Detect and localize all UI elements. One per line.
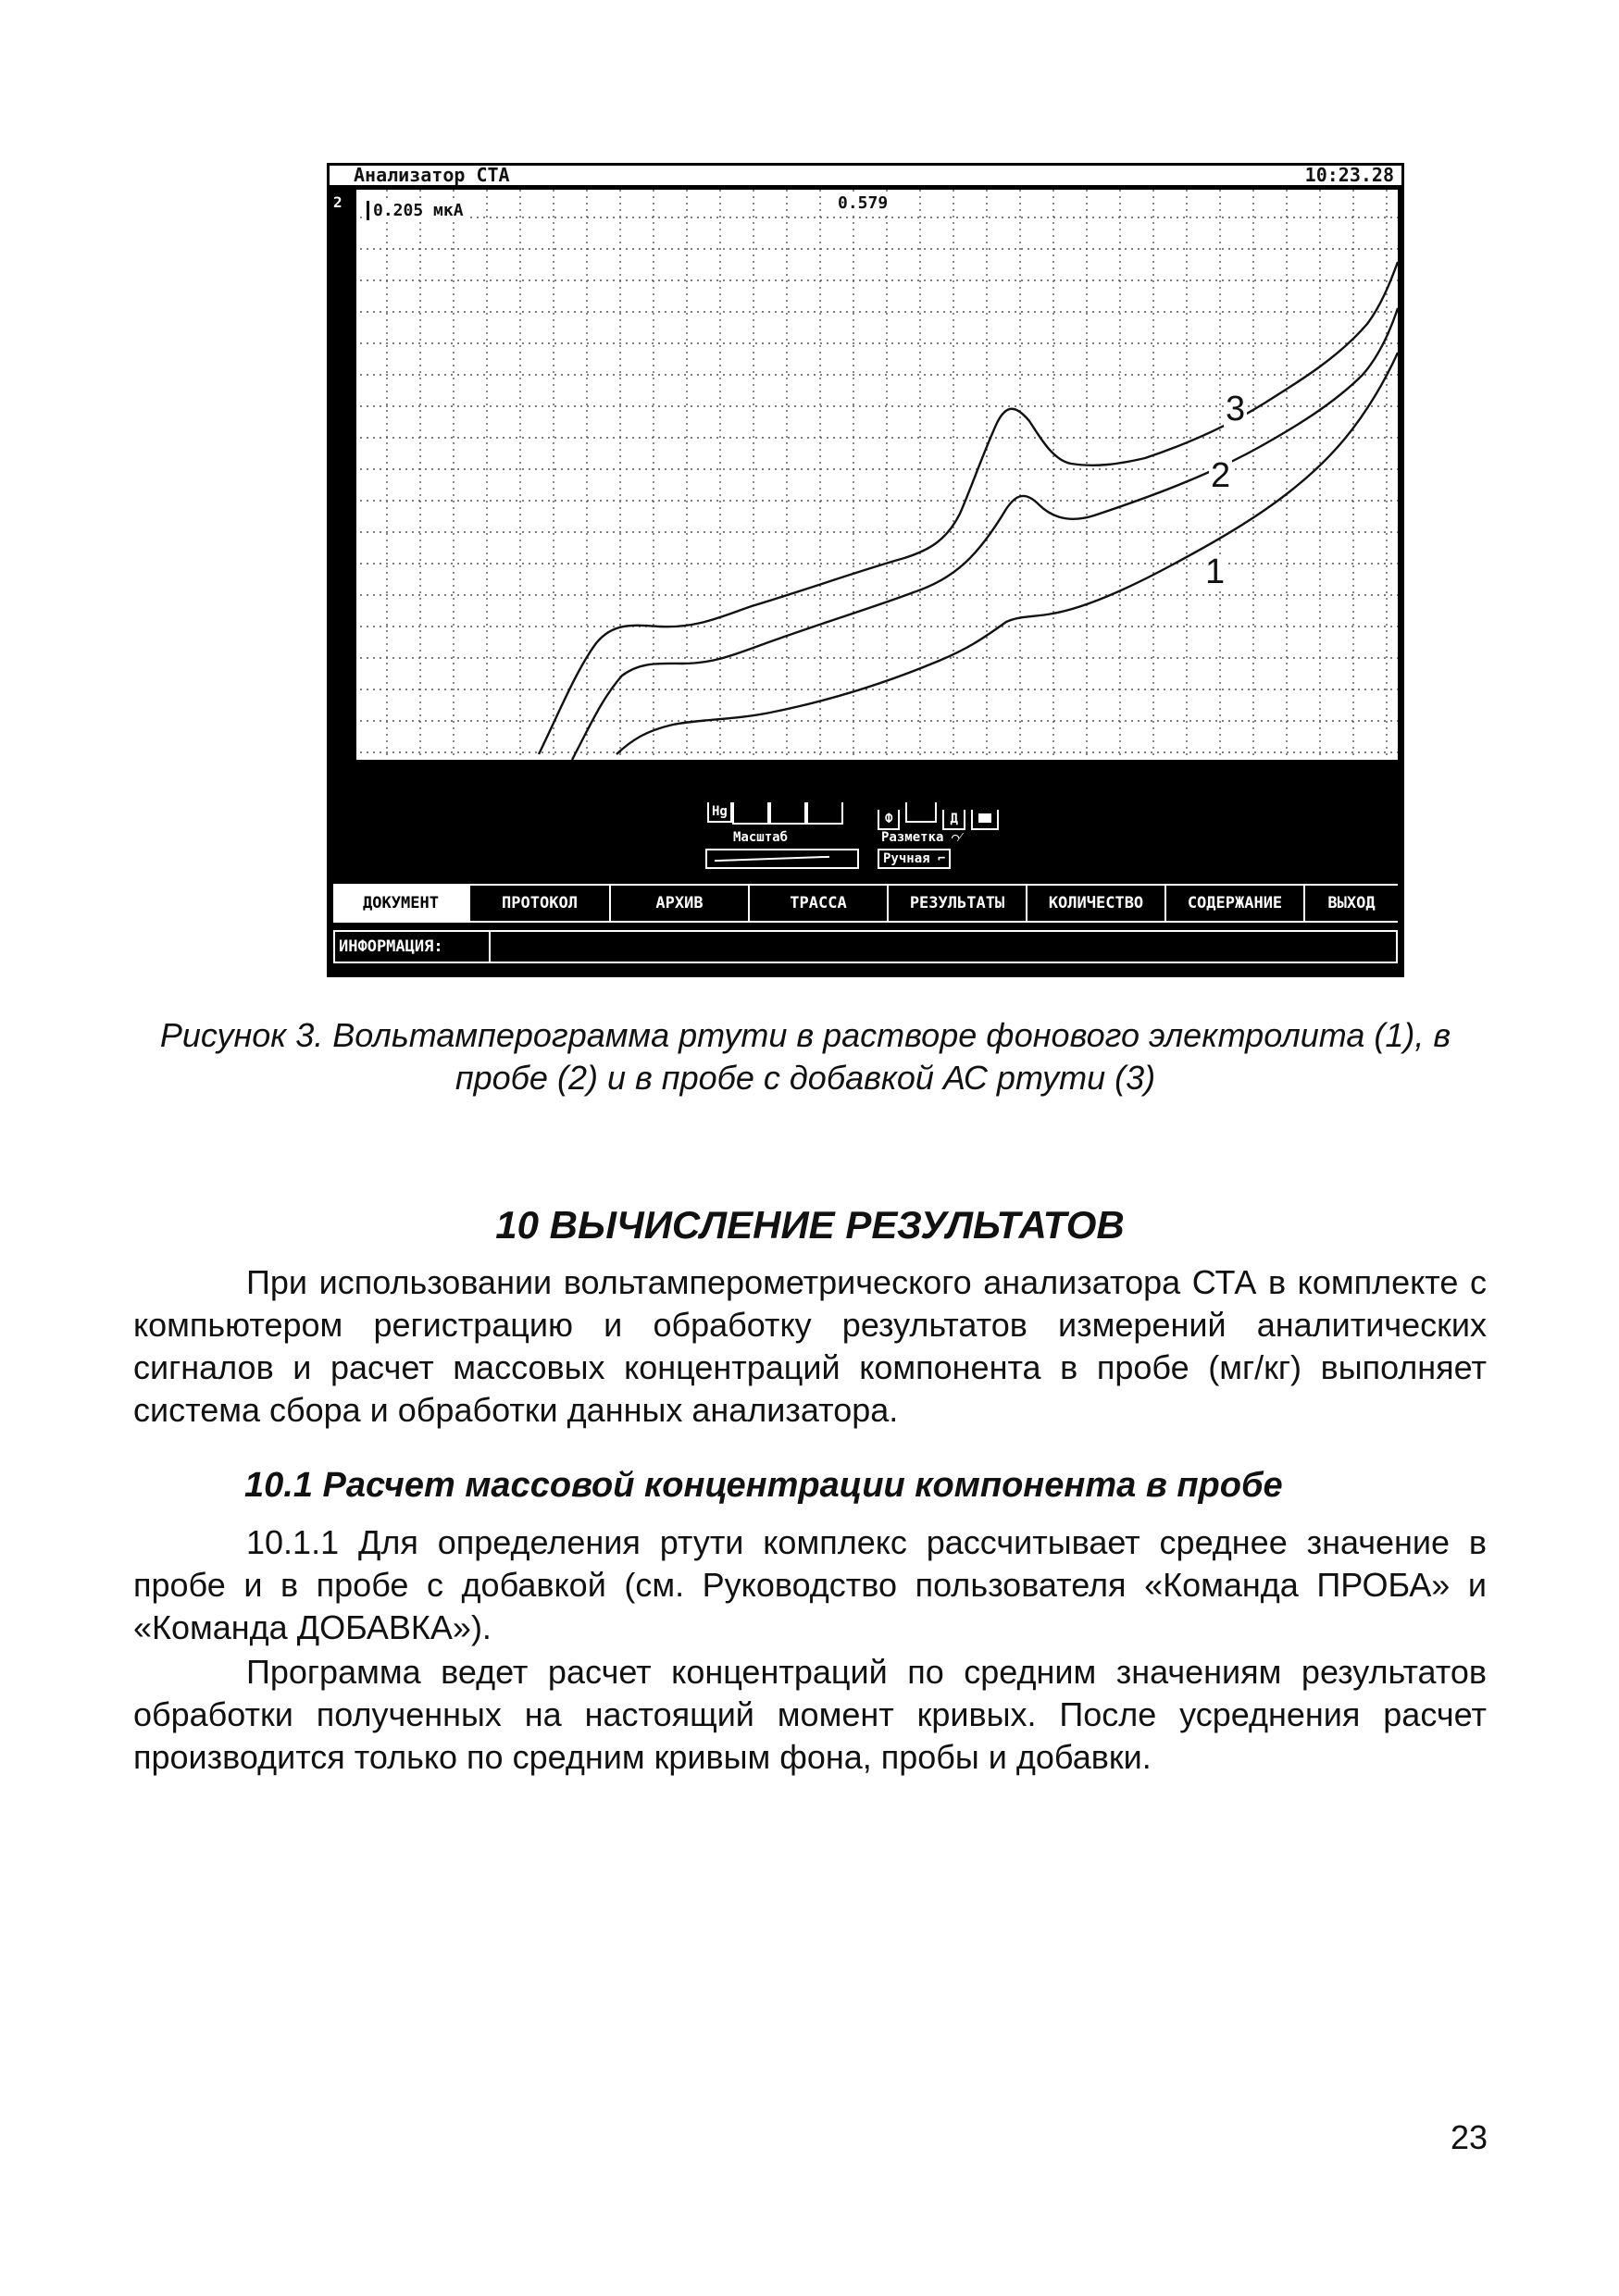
manual-mode-button[interactable]: Ручная ⌐ [878,849,951,869]
toggle-slot[interactable] [905,802,937,823]
scale-slider[interactable] [705,849,859,869]
info-label: ИНФОРМАЦИЯ: [339,937,443,956]
menu-results[interactable]: РЕЗУЛЬТАТЫ [889,886,1027,921]
curve-label-3: 3 [1226,390,1246,428]
paragraph-program: Программа ведет расчет концентраций по средним значениям результатов обработки полученных на настоящий момент кривых. После усреднения расчет производится только по средним кривым фона, пробы и добавки. [133,1653,1487,1776]
clock: 10:23.28 [1304,164,1394,186]
d-toggle[interactable]: Д [942,810,965,830]
plot-number: 2 [333,193,342,211]
mode-toggles[interactable] [878,802,1004,830]
element-slot[interactable] [732,802,769,825]
voltammogram-plot[interactable] [354,190,1398,760]
cursor-value: 0.579 [835,193,890,213]
manual-icon: ⌐ [938,851,946,866]
page-number: 23 [1450,2118,1488,2156]
curve-label-2: 2 [1211,456,1231,495]
scale-label: Масштаб [733,830,789,845]
filled-toggle[interactable] [971,810,999,830]
subsection-title: 10.1 Расчет массовой концентрации компонента в пробе [244,1466,1283,1505]
menu-exit[interactable]: ВЫХОД [1327,894,1376,912]
main-menu [333,884,1398,923]
element-slot[interactable] [769,802,806,825]
element-selector[interactable] [707,802,843,825]
paragraph-10-1-1: 10.1.1 Для определения ртути комплекс рассчитывает среднее значение в пробе и в пробе с добавкой (см. Руководство пользователя «Команда ПРОБА» и «Команда ДОБАВКА»). [133,1523,1487,1646]
plot-canvas [354,190,1398,760]
window-title: Анализатор СТА [354,164,510,186]
curve-label-1: 1 [1205,552,1226,591]
section-title: 10 ВЫЧИСЛЕНИЕ РЕЗУЛЬТАТОВ [495,1203,1125,1247]
markup-label[interactable]: Разметка ⌒⁄ [881,830,962,845]
menu-content[interactable]: СОДЕРЖАНИЕ [1166,886,1305,921]
paragraph-intro: При использовании вольтамперометрического анализатора СТА в комплекте с компьютером регистрацию и обработку результатов измерений аналитических сигналов и расчет массовых концентраций компонента в пробе (мг/кг) выполняет система сбора и обработки данных анализатора. [133,1263,1487,1429]
menu-archive[interactable]: АРХИВ [611,886,750,921]
menu-protocol[interactable]: ПРОТОКОЛ [470,886,611,921]
hg-label: Hg [707,802,732,823]
figure-caption: Рисунок 3. Вольтамперограмма ртути в растворе фонового электролита (1), в пробе (2) и в пробе с добавкой АС ртути (3) [159,1016,1451,1097]
menu-trace[interactable]: ТРАССА [750,886,889,921]
info-divider [489,932,491,962]
curve-2 [572,308,1398,760]
info-bar [333,930,1398,963]
window-title-bar [330,166,1401,188]
y-scale-label: 0.205 мкА [367,201,467,220]
curve-1 [616,353,1398,754]
f-toggle[interactable]: Ф [878,810,900,830]
element-slot[interactable] [806,802,843,825]
menu-quantity[interactable]: КОЛИЧЕСТВО [1027,886,1166,921]
menu-document[interactable]: ДОКУМЕНТ [333,886,470,921]
peak-icon: ⌒⁄ [951,830,962,845]
analyzer-screenshot [327,163,1404,977]
